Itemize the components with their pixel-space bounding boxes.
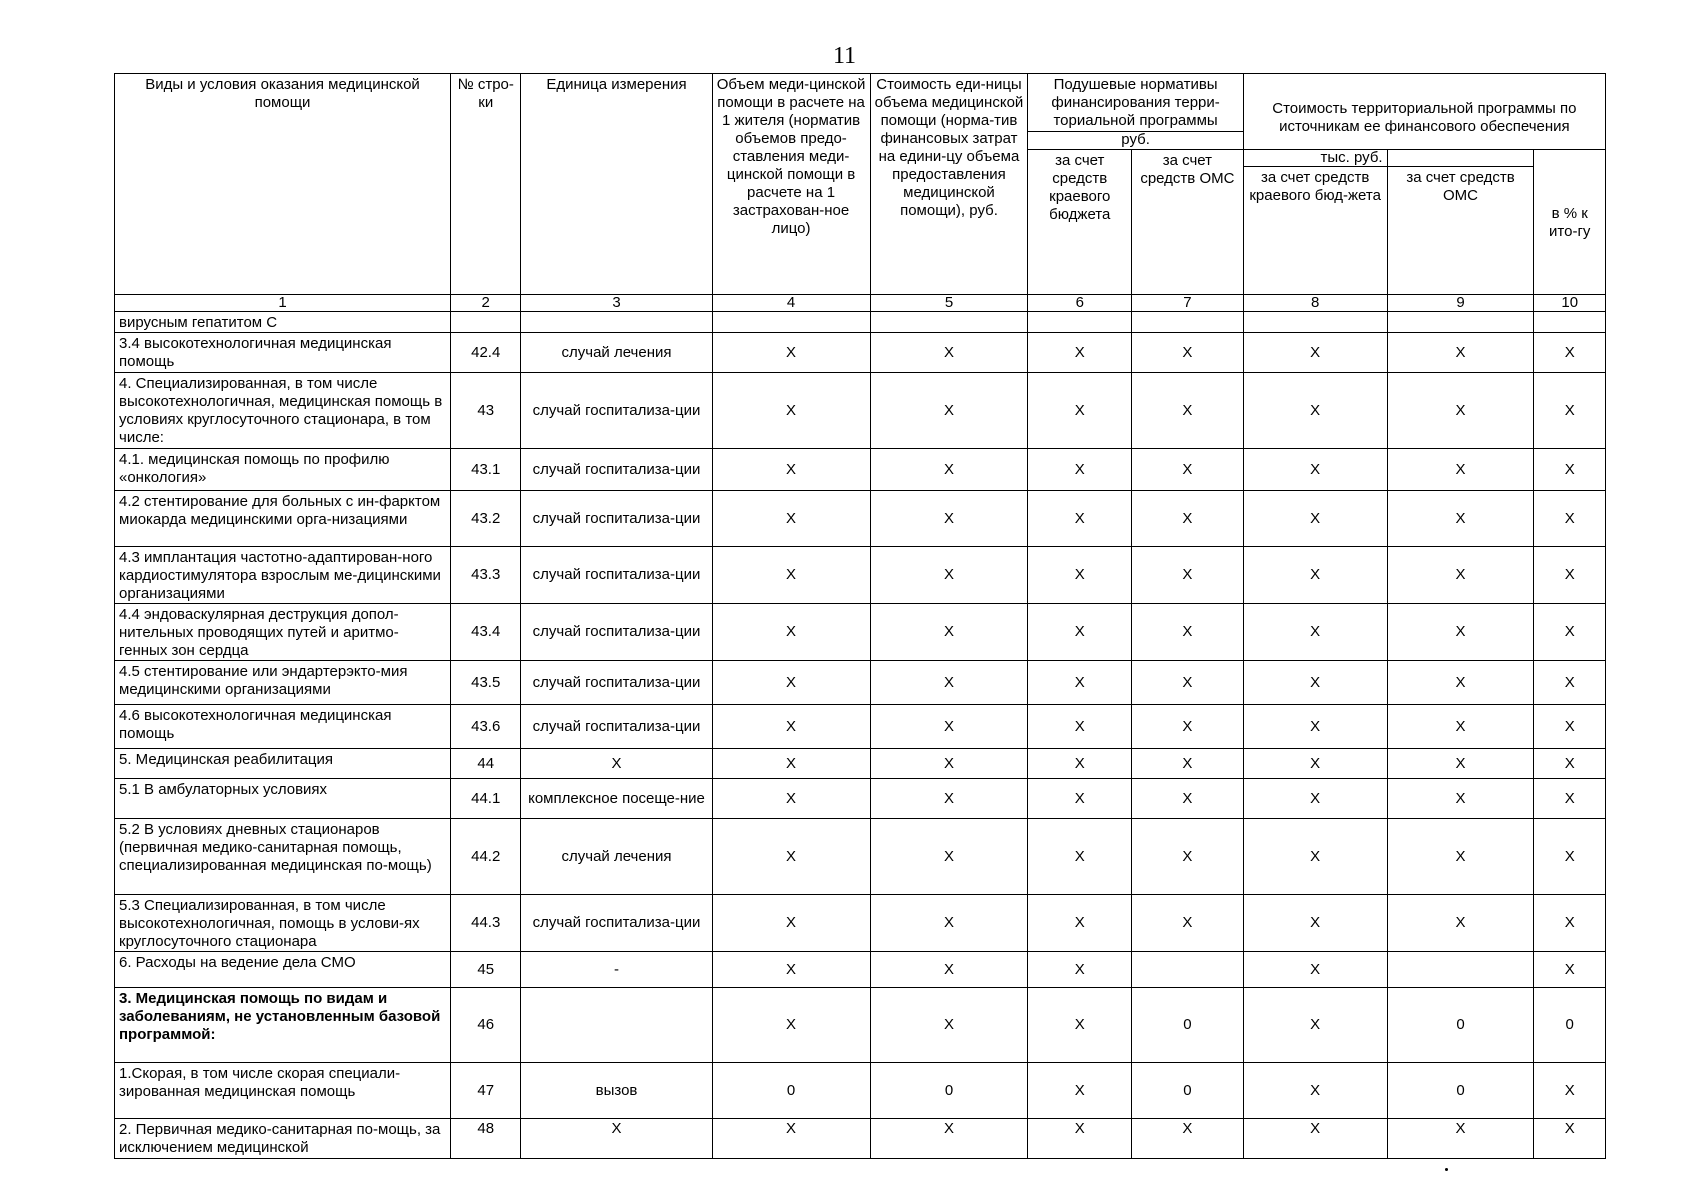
row-unit: [521, 312, 712, 333]
page-number: 11: [832, 43, 857, 69]
row-percent: X: [1534, 1119, 1606, 1159]
row-line-number: 43.3: [451, 547, 521, 604]
row-regional-budget-cost: X: [1243, 547, 1387, 604]
table-body: [115, 312, 1606, 1159]
row-unit-cost: X: [870, 895, 1028, 952]
header-regional-budget-cost: за счет средств краевого бюд-жета: [1249, 169, 1381, 204]
row-name: вирусным гепатитом С: [115, 312, 451, 333]
row-oms: X: [1132, 779, 1244, 819]
row-percent: X: [1534, 491, 1606, 547]
row-name: 4.4 эндоваскулярная деструкция допол-нительных проводящих путей и аритмо-генных зон сердца: [115, 604, 451, 661]
column-number: 10: [1534, 295, 1606, 312]
row-oms-cost: X: [1387, 491, 1534, 547]
row-volume: X: [712, 779, 870, 819]
row-unit-cost: X: [870, 1119, 1028, 1159]
row-oms: X: [1132, 819, 1244, 895]
row-volume: X: [712, 1119, 870, 1159]
row-percent: X: [1534, 661, 1606, 705]
row-regional-budget-cost: X: [1243, 661, 1387, 705]
row-oms: 0: [1132, 1063, 1244, 1119]
row-regional-budget: X: [1028, 604, 1132, 661]
row-percent: X: [1534, 449, 1606, 491]
row-oms: [1132, 952, 1244, 988]
row-regional-budget: X: [1028, 988, 1132, 1063]
row-unit: случай госпитализа-ции: [521, 449, 712, 491]
row-line-number: 43.2: [451, 491, 521, 547]
header-unit-cost: Стоимость еди-ницы объема медицинской помощи (норма-тив финансовых затрат на едини-цу объема предоставления медицинской помощи), руб.: [870, 74, 1028, 295]
row-name: 4.6 высокотехнологичная медицинская помощь: [115, 705, 451, 749]
row-line-number: 43.6: [451, 705, 521, 749]
row-percent: X: [1534, 749, 1606, 779]
row-regional-budget-cost: X: [1243, 988, 1387, 1063]
row-percent: X: [1534, 952, 1606, 988]
table-row: [115, 661, 1606, 705]
row-unit-cost: X: [870, 661, 1028, 705]
row-name: 1.Скорая, в том числе скорая специали-зированная медицинская помощь: [115, 1063, 451, 1119]
header-volume-norm: Объем меди-цинской помощи в расчете на 1 жителя (норматив объемов предо-ставления меди-цинской помощи в расчете на 1 застрахован-ное лицо): [712, 74, 870, 295]
row-volume: X: [712, 604, 870, 661]
header-unit: Единица измерения: [521, 74, 712, 295]
row-line-number: 42.4: [451, 333, 521, 373]
row-line-number: 43.5: [451, 661, 521, 705]
row-line-number: 43.1: [451, 449, 521, 491]
header-unit-thousand-rub: тыс. руб.: [1244, 150, 1387, 167]
row-unit: случай лечения: [521, 333, 712, 373]
row-regional-budget: X: [1028, 749, 1132, 779]
row-regional-budget: X: [1028, 895, 1132, 952]
row-percent: [1534, 312, 1606, 333]
table-row: [115, 705, 1606, 749]
row-line-number: 44: [451, 749, 521, 779]
row-unit-cost: [870, 312, 1028, 333]
row-unit-cost: X: [870, 819, 1028, 895]
row-oms-cost: X: [1387, 373, 1534, 449]
row-unit-cost: X: [870, 333, 1028, 373]
row-name: 5. Медицинская реабилитация: [115, 749, 451, 779]
row-unit: случай госпитализа-ции: [521, 373, 712, 449]
row-volume: X: [712, 449, 870, 491]
column-number: 9: [1387, 295, 1534, 312]
row-regional-budget: X: [1028, 333, 1132, 373]
row-volume: 0: [712, 1063, 870, 1119]
table-row: [115, 449, 1606, 491]
table-row: [115, 1119, 1606, 1159]
row-regional-budget: X: [1028, 547, 1132, 604]
row-regional-budget: [1028, 312, 1132, 333]
row-oms-cost: [1387, 952, 1534, 988]
row-unit: случай госпитализа-ции: [521, 547, 712, 604]
column-number: 2: [451, 295, 521, 312]
header-oms: за счет средств ОМС: [1132, 150, 1244, 295]
row-name: 4.3 имплантация частотно-адаптирован-ного кардиостимулятора взрослым ме-дицинскими организациями: [115, 547, 451, 604]
row-name: 4.2 стентирование для больных с ин-фарктом миокарда медицинскими орга-низациями: [115, 491, 451, 547]
header-unit-rub: руб.: [1028, 132, 1243, 150]
row-regional-budget: X: [1028, 491, 1132, 547]
row-unit: вызов: [521, 1063, 712, 1119]
row-name: 2. Первичная медико-санитарная по-мощь, за исключением медицинской: [115, 1119, 451, 1159]
row-name: 5.1 В амбулаторных условиях: [115, 779, 451, 819]
row-name: 5.2 В условиях дневных стационаров (первичная медико-санитарная помощь, специализированная медицинская по-мощь): [115, 819, 451, 895]
row-unit-cost: 0: [870, 1063, 1028, 1119]
row-oms: X: [1132, 661, 1244, 705]
row-oms: X: [1132, 749, 1244, 779]
row-oms-cost: X: [1387, 895, 1534, 952]
row-oms: X: [1132, 491, 1244, 547]
row-line-number: 43.4: [451, 604, 521, 661]
row-unit-cost: X: [870, 491, 1028, 547]
row-volume: X: [712, 373, 870, 449]
row-oms-cost: X: [1387, 1119, 1534, 1159]
row-regional-budget: X: [1028, 1063, 1132, 1119]
row-percent: X: [1534, 819, 1606, 895]
row-percent: X: [1534, 547, 1606, 604]
row-regional-budget: X: [1028, 1119, 1132, 1159]
row-name: 4. Специализированная, в том числе высокотехнологичная, медицинская помощь в условиях круглосуточного стационара, в том числе:: [115, 373, 451, 449]
row-oms: X: [1132, 373, 1244, 449]
row-regional-budget-cost: X: [1243, 1063, 1387, 1119]
row-regional-budget: X: [1028, 779, 1132, 819]
row-oms-cost: X: [1387, 333, 1534, 373]
row-unit-cost: X: [870, 547, 1028, 604]
row-line-number: 44.1: [451, 779, 521, 819]
row-line-number: 44.2: [451, 819, 521, 895]
row-regional-budget-cost: X: [1243, 952, 1387, 988]
column-number: 3: [521, 295, 712, 312]
row-oms: X: [1132, 547, 1244, 604]
header-per-capita-group: Подушевые нормативы финансирования терри-ториальной программы: [1028, 74, 1243, 132]
row-unit-cost: X: [870, 988, 1028, 1063]
row-oms-cost: 0: [1387, 988, 1534, 1063]
row-regional-budget: X: [1028, 952, 1132, 988]
column-number: 4: [712, 295, 870, 312]
row-regional-budget-cost: X: [1243, 779, 1387, 819]
row-line-number: 43: [451, 373, 521, 449]
row-unit: X: [521, 749, 712, 779]
table-row: [115, 749, 1606, 779]
row-volume: X: [712, 819, 870, 895]
row-oms: 0: [1132, 988, 1244, 1063]
row-oms-cost: X: [1387, 749, 1534, 779]
table-row: [115, 779, 1606, 819]
row-unit: случай госпитализа-ции: [521, 895, 712, 952]
row-regional-budget-cost: X: [1243, 705, 1387, 749]
row-oms: X: [1132, 705, 1244, 749]
column-number: 6: [1028, 295, 1132, 312]
row-regional-budget: X: [1028, 705, 1132, 749]
row-percent: X: [1534, 604, 1606, 661]
row-line-number: 44.3: [451, 895, 521, 952]
row-oms: X: [1132, 449, 1244, 491]
row-unit: случай лечения: [521, 819, 712, 895]
row-name: 6. Расходы на ведение дела СМО: [115, 952, 451, 988]
row-percent: X: [1534, 1063, 1606, 1119]
row-regional-budget-cost: X: [1243, 333, 1387, 373]
row-volume: X: [712, 952, 870, 988]
header-thousand-rub-regional: [1243, 150, 1387, 295]
row-unit: комплексное посеще-ние: [521, 779, 712, 819]
row-regional-budget-cost: X: [1243, 449, 1387, 491]
row-unit: X: [521, 1119, 712, 1159]
row-regional-budget: X: [1028, 449, 1132, 491]
row-volume: X: [712, 705, 870, 749]
row-percent: X: [1534, 333, 1606, 373]
header-line-number: № стро-ки: [451, 74, 521, 295]
row-unit-cost: X: [870, 749, 1028, 779]
row-unit-cost: X: [870, 705, 1028, 749]
row-unit: -: [521, 952, 712, 988]
row-unit-cost: X: [870, 952, 1028, 988]
row-name: 4.1. медицинская помощь по профилю «онкология»: [115, 449, 451, 491]
row-unit: [521, 988, 712, 1063]
row-percent: 0: [1534, 988, 1606, 1063]
row-regional-budget-cost: [1243, 312, 1387, 333]
row-percent: X: [1534, 373, 1606, 449]
row-percent: X: [1534, 779, 1606, 819]
row-volume: X: [712, 895, 870, 952]
row-regional-budget-cost: X: [1243, 491, 1387, 547]
header-oms-cost-label: за счет средств ОМС: [1406, 169, 1515, 204]
row-oms-cost: X: [1387, 779, 1534, 819]
table-row: [115, 952, 1606, 988]
header-percent-of-total: в % к ито-гу: [1534, 150, 1606, 295]
row-regional-budget-cost: X: [1243, 373, 1387, 449]
table-row: [115, 312, 1606, 333]
row-line-number: 47: [451, 1063, 521, 1119]
column-number: 1: [115, 295, 451, 312]
row-oms-cost: X: [1387, 819, 1534, 895]
row-regional-budget-cost: X: [1243, 749, 1387, 779]
row-percent: X: [1534, 895, 1606, 952]
row-oms: X: [1132, 895, 1244, 952]
row-line-number: 46: [451, 988, 521, 1063]
row-oms-cost: X: [1387, 604, 1534, 661]
row-unit: случай госпитализа-ции: [521, 705, 712, 749]
scan-dot: [1445, 1168, 1448, 1171]
table-row: [115, 604, 1606, 661]
row-percent: X: [1534, 705, 1606, 749]
row-regional-budget-cost: X: [1243, 1119, 1387, 1159]
column-numbers-row: [115, 295, 1606, 312]
row-line-number: 45: [451, 952, 521, 988]
row-regional-budget: X: [1028, 661, 1132, 705]
row-unit: случай госпитализа-ции: [521, 661, 712, 705]
row-volume: [712, 312, 870, 333]
row-regional-budget-cost: X: [1243, 895, 1387, 952]
row-oms: X: [1132, 333, 1244, 373]
row-oms-cost: 0: [1387, 1063, 1534, 1119]
row-regional-budget: X: [1028, 373, 1132, 449]
row-volume: X: [712, 547, 870, 604]
row-volume: X: [712, 491, 870, 547]
row-unit: случай госпитализа-ции: [521, 604, 712, 661]
row-oms-cost: X: [1387, 661, 1534, 705]
row-unit-cost: X: [870, 604, 1028, 661]
row-name: 4.5 стентирование или эндартерэкто-мия медицинскими организациями: [115, 661, 451, 705]
row-oms-cost: X: [1387, 705, 1534, 749]
row-regional-budget: X: [1028, 819, 1132, 895]
row-name: 5.3 Специализированная, в том числе высокотехнологичная, помощь в услови-ях круглосуточного стационара: [115, 895, 451, 952]
table-row: [115, 491, 1606, 547]
row-oms-cost: X: [1387, 547, 1534, 604]
row-unit: случай госпитализа-ции: [521, 491, 712, 547]
column-number: 5: [870, 295, 1028, 312]
row-volume: X: [712, 661, 870, 705]
header-kind-of-care: Виды и условия оказания медицинской помощи: [115, 74, 451, 295]
column-number: 8: [1243, 295, 1387, 312]
header-oms-cost: [1387, 150, 1534, 295]
row-line-number: [451, 312, 521, 333]
row-oms: X: [1132, 604, 1244, 661]
row-regional-budget-cost: X: [1243, 604, 1387, 661]
header-regional-budget: за счет средств краевого бюджета: [1028, 150, 1132, 295]
column-number: 7: [1132, 295, 1244, 312]
row-name: 3. Медицинская помощь по видам и заболеваниям, не установленным базовой программой:: [115, 988, 451, 1063]
table-row: [115, 819, 1606, 895]
row-oms-cost: [1387, 312, 1534, 333]
table-row: [115, 988, 1606, 1063]
row-oms: X: [1132, 1119, 1244, 1159]
table-row: [115, 895, 1606, 952]
row-line-number: 48: [451, 1119, 521, 1159]
row-unit-cost: X: [870, 373, 1028, 449]
row-regional-budget-cost: X: [1243, 819, 1387, 895]
table-row: [115, 1063, 1606, 1119]
header-program-cost-group: Стоимость территориальной программы по источникам ее финансового обеспечения: [1243, 74, 1605, 150]
row-volume: X: [712, 988, 870, 1063]
program-cost-table: [114, 73, 1606, 1159]
row-volume: X: [712, 749, 870, 779]
table-row: [115, 547, 1606, 604]
table-row: [115, 373, 1606, 449]
row-unit-cost: X: [870, 779, 1028, 819]
row-oms: [1132, 312, 1244, 333]
table-row: [115, 333, 1606, 373]
row-name: 3.4 высокотехнологичная медицинская помощь: [115, 333, 451, 373]
row-volume: X: [712, 333, 870, 373]
row-oms-cost: X: [1387, 449, 1534, 491]
row-unit-cost: X: [870, 449, 1028, 491]
